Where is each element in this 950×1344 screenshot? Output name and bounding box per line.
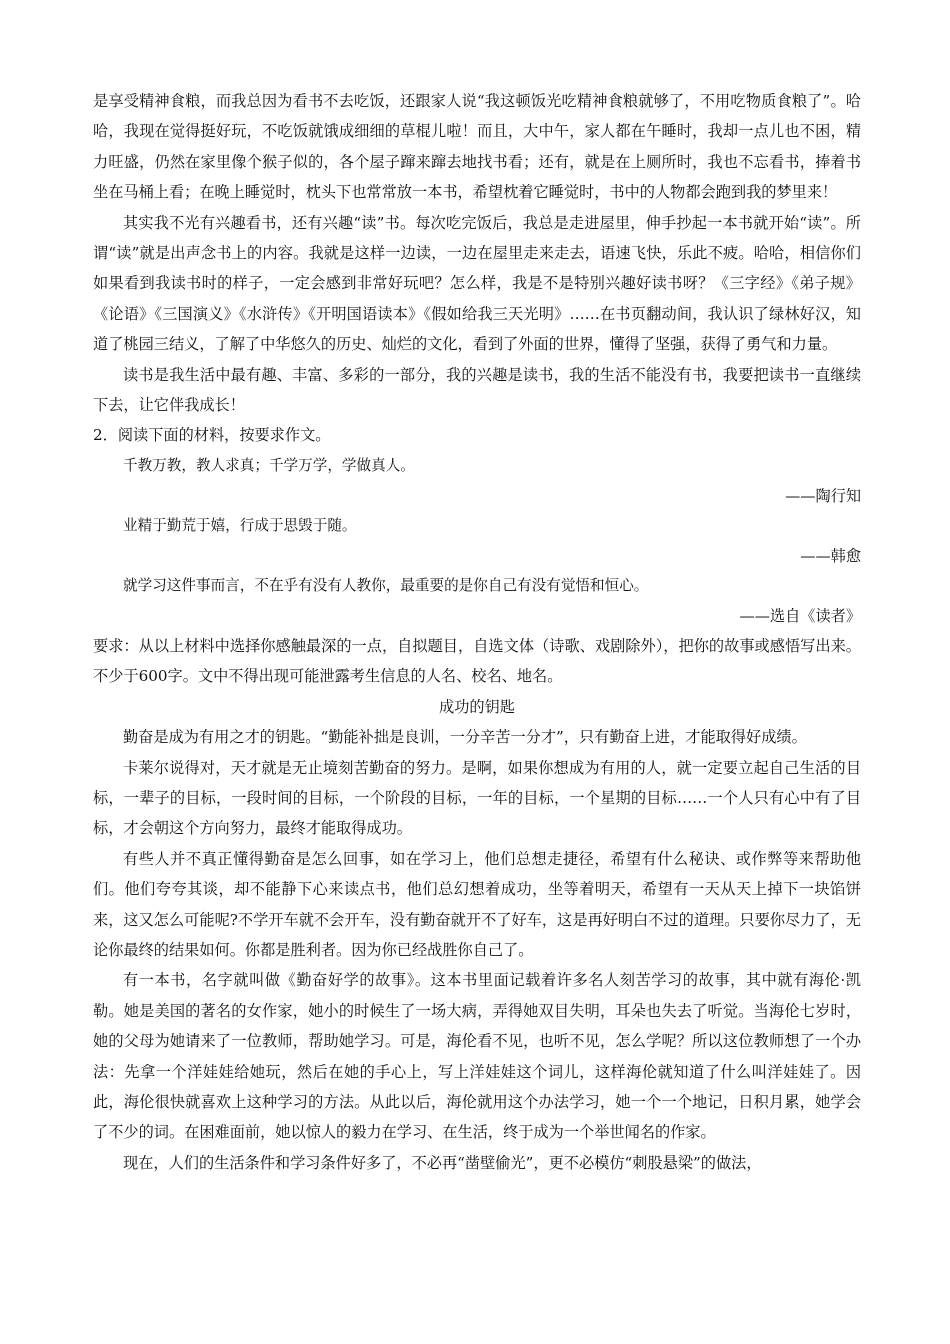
quote-source: ——韩愈 bbox=[800, 546, 861, 565]
writing-requirement: 要求：从以上材料中选择你感触最深的一点，自拟题目，自选文体（诗歌、戏剧除外），把你的故事或感悟写出来。不少于600字。文中不得出现可能泄露考生信息的人名、校名、地名。 bbox=[93, 636, 861, 686]
document-page bbox=[93, 86, 861, 1178]
quote-text: 业精于勤荒于嬉，行成于思毁于随。 bbox=[123, 516, 357, 534]
quote-source: ——选自《读者》 bbox=[739, 606, 861, 625]
reading-paragraph-3: 读书是我生活中最有趣、丰富、多彩的一部分，我的兴趣是读书，我的生活不能没有书，我要把读书一直继续下去，让它伴我成长！ bbox=[93, 365, 861, 415]
essay-paragraph: 现在，人们的生活条件和学习条件好多了，不必再“凿壁偷光”，更不必模仿“刺股悬梁”的做法， bbox=[123, 1153, 762, 1172]
essay-paragraph: 勤奋是成为有用之才的钥匙。“勤能补拙是良训，一分辛苦一分才”，只有勤奋上进，才能取得好成绩。 bbox=[123, 728, 807, 747]
question-heading: 2．阅读下面的材料，按要求作文。 bbox=[93, 426, 331, 445]
quote-source: ——陶行知 bbox=[785, 486, 861, 505]
essay-title: 成功的钥匙 bbox=[439, 697, 515, 716]
quote-text: 千教万教，教人求真；千学万学，学做真人。 bbox=[123, 456, 415, 474]
essay-paragraph: 有些人并不真正懂得勤奋是怎么回事，如在学习上，他们总想走捷径，希望有什么秘诀、或作弊等来帮助他们。他们夸夸其谈，却不能静下心来读点书，他们总幻想着成功，坐等着明天，希望有一天从天上掉下一块馅饼来，这又怎么可能呢?不学开车就不会开车，没有勤奋就开不了好车，这是再好明白不过的道理。只要你尽力了，无论你最终的结果如何。你都是胜利者。因为你已经战胜你自己了。 bbox=[93, 849, 861, 959]
essay-paragraph: 有一本书，名字就叫做《勤奋好学的故事》。这本书里面记载着许多名人刻苦学习的故事，其中就有海伦·凯勒。她是美国的著名的女作家，她小的时候生了一场大病，弄得她双目失明，耳朵也失去了听觉。当海伦七岁时，她的父母为她请来了一位教师，帮助她学习。可是，海伦看不见，也听不见，怎么学呢？所以这位教师想了一个办法：先拿一个洋娃娃给她玩，然后在她的手心上，写上洋娃娃这个词儿，这样海伦就知道了什么叫洋娃娃了。因此，海伦很快就喜欢上这种学习的方法。从此以后，海伦就用这个办法学习，她一个一个地记，日积月累，她学会了不少的词。在困难面前，她以惊人的毅力在学习、在生活，终于成为一个举世闻名的作家。 bbox=[93, 971, 861, 1142]
essay-paragraph: 卡莱尔说得对，天才就是无止境刻苦勤奋的努力。是啊，如果你想成为有用的人，就一定要立起自己生活的目标，一辈子的目标，一段时间的目标，一个阶段的目标，一年的目标，一个星期的目标……一个人只有心中有了目标，才会朝这个方向努力，最终才能取得成功。 bbox=[93, 758, 861, 838]
quote-text: 就学习这件事而言，不在乎有没有人教你，最重要的是你自己有没有觉悟和恒心。 bbox=[123, 576, 649, 594]
reading-paragraph-1: 是享受精神食粮，而我总因为看书不去吃饭，还跟家人说“我这顿饭光吃精神食粮就够了，不用吃物质食粮了”。哈哈，我现在觉得挺好玩，不吃饭就饿成细细的草棍儿啦！而且，大中午，家人都在午睡时，我却一点儿也不困，精力旺盛，仍然在家里像个猴子似的，各个屋子蹿来蹿去地找书看；还有，就是在上厕所时，我也不忘看书，捧着书坐在马桶上看；在晚上睡觉时，枕头下也常常放一本书，希望枕着它睡觉时，书中的人物都会跑到我的梦里来！ bbox=[93, 92, 861, 202]
reading-paragraph-2: 其实我不光有兴趣看书，还有兴趣“读”书。每次吃完饭后，我总是走进屋里，伸手抄起一本书就开始“读”。所谓“读”就是出声念书上的内容。我就是这样一边读，一边在屋里走来走去，语速飞快，乐此不疲。哈哈，相信你们如果看到我读书时的样子，一定会感到非常好玩吧？怎么样，我是不是特别兴趣好读书呀？《三字经》《弟子规》《论语》《三国演义》《水浒传》《开明国语读本》《假如给我三天光明》……在书页翻动间，我认识了绿林好汉，知道了桃园三结义，了解了中华悠久的历史、灿烂的文化，看到了外面的世界，懂得了坚强，获得了勇气和力量。 bbox=[93, 213, 861, 354]
